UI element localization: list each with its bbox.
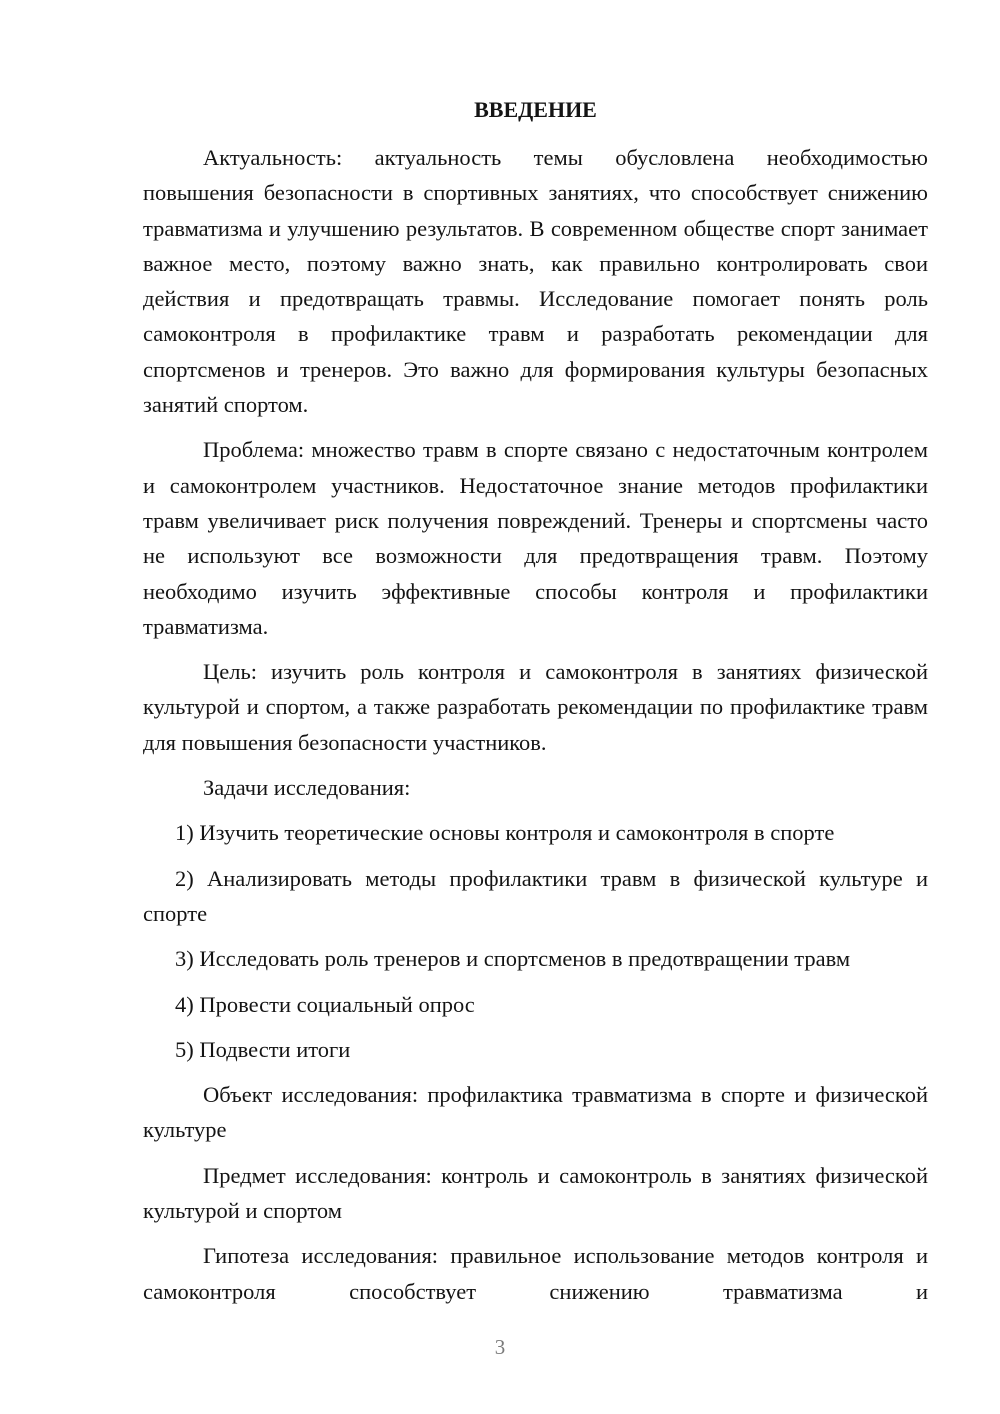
task-item: 2) Анализировать методы профилактики травм в физической культуре и спорте bbox=[143, 865, 928, 926]
tasks-heading: Задачи исследования: bbox=[203, 775, 411, 801]
task-item: 4) Провести социальный опрос bbox=[175, 991, 475, 1017]
object-paragraph: Объект исследования: профилактика травматизма в спорте и физической культуре bbox=[143, 1082, 928, 1143]
relevance-paragraph: Актуальность: актуальность темы обусловлена необходимостью повышения безопасности в спортивных занятиях, что способствует снижению травматизма и улучшению результатов. В современном обществе спорт занимает важное место, поэтому важно знать, как правильно контролировать свои действия и предотвращать травмы. Исследование помогает понять роль самоконтроля в профилактике травм и разработать рекомендации для спортсменов и тренеров. Это важно для формирования культуры безопасных занятий спортом. bbox=[143, 145, 928, 418]
section-title: ВВЕДЕНИЕ bbox=[474, 97, 597, 122]
hypothesis-paragraph: Гипотеза исследования: правильное использование методов контроля и самоконтроля способствует снижению травматизма и bbox=[143, 1243, 928, 1304]
task-item: 5) Подвести итоги bbox=[175, 1036, 351, 1062]
page-number: 3 bbox=[494, 1335, 506, 1359]
page-content bbox=[143, 95, 928, 1309]
task-item: 3) Исследовать роль тренеров и спортсменов в предотвращении травм bbox=[175, 946, 851, 972]
goal-paragraph: Цель: изучить роль контроля и самоконтроля в занятиях физической культурой и спортом, а также разработать рекомендации по профилактике травм для повышения безопасности участников. bbox=[143, 659, 928, 755]
subject-paragraph: Предмет исследования: контроль и самоконтроль в занятиях физической культурой и спортом bbox=[143, 1162, 928, 1224]
problem-paragraph: Проблема: множество травм в спорте связано с недостаточным контролем и самоконтролем участников. Недостаточное знание методов профилактики травм увеличивает риск получения повреждений. Тренеры и спортсмены часто не используют все возможности для предотвращения травм. Поэтому необходимо изучить эффективные способы контроля и профилактики травматизма. bbox=[143, 437, 928, 639]
task-item: 1) Изучить теоретические основы контроля и самоконтроля в спорте bbox=[175, 820, 835, 846]
